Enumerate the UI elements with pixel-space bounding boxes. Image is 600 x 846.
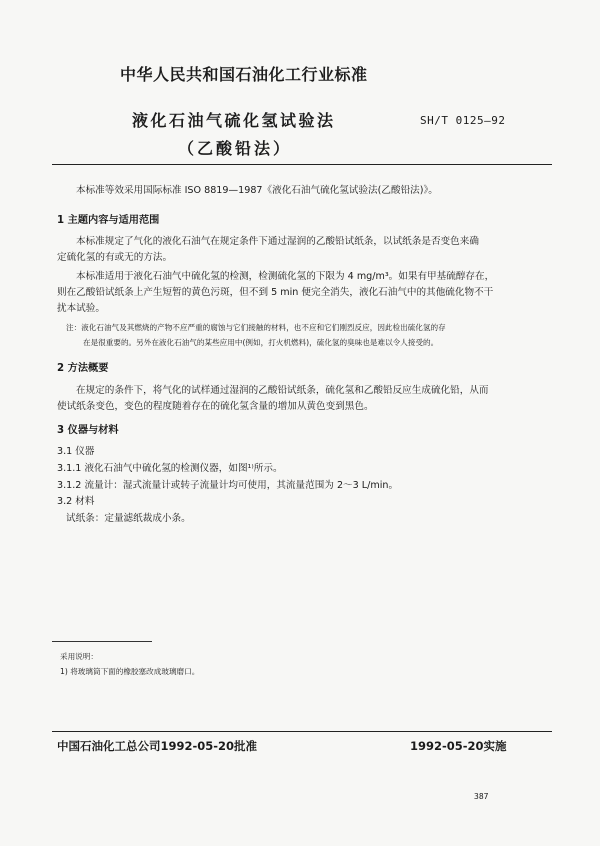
section-3-heading: 3 仪器与材料	[57, 425, 119, 436]
section-1-paragraph-1-line-1: 本标准规定了气化的液化石油气在规定条件下通过湿润的乙酸铅试纸条，以试纸条是否变色来确	[76, 236, 479, 247]
footnote-text: 1) 将玻璃筒下面的橡胶塞改成玻璃磨口。	[60, 667, 200, 676]
footnote-label: 采用说明：	[60, 652, 98, 661]
page-number: 387	[474, 792, 489, 801]
section-3-2-heading: 3.2 材料	[57, 496, 95, 507]
section-2-line-2: 使试纸条变色，变色的程度随着存在的硫化氢含量的增加从黄色变到黑色。	[57, 401, 374, 412]
footer-divider	[52, 731, 552, 732]
standard-code: SH/T 0125—92	[420, 114, 506, 127]
section-2-heading: 2 方法概要	[57, 363, 109, 374]
document-title: 液化石油气硫化氢试验法	[132, 111, 336, 130]
footnote-rule	[52, 641, 152, 642]
implementation-date: 1992-05-20实施	[410, 739, 507, 753]
section-3-1-heading: 3.1 仪器	[57, 446, 95, 457]
section-3-1-2-item: 3.1.2 流量计：湿式流量计或转子流量计均可使用，其流量范围为 2～3 L/min。	[57, 480, 399, 491]
approval-date: 中国石油化工总公司1992-05-20批准	[57, 739, 258, 753]
section-1-heading: 1 主题内容与适用范围	[57, 215, 160, 226]
section-2-line-1: 在规定的条件下，将气化的试样通过湿润的乙酸铅试纸条，硫化氢和乙酸铅反应生成硫化铅，从而	[76, 385, 489, 396]
section-1-note-line-2: 在是很重要的。另外在液化石油气的某些应用中(例如，打火机燃料)，硫化氢的臭味也是难以令人接受的。	[83, 338, 439, 347]
section-1-paragraph-1-line-2: 定硫化氢的有或无的方法。	[57, 252, 173, 263]
standard-category: 中华人民共和国石油化工行业标准	[120, 65, 368, 84]
intro-paragraph: 本标准等效采用国际标准 ISO 8819—1987《液化石油气硫化氢试验法(乙酸铅法)》。	[76, 185, 438, 196]
section-1-paragraph-2-line-2: 则在乙酸铅试纸条上产生短暂的黄色污斑，但不到 5 min 便完全消失，液化石油气中的其他硫化物不干	[57, 287, 494, 298]
section-3-2-text: 试纸条：定量滤纸裁成小条。	[66, 513, 191, 524]
section-3-1-1-item: 3.1.1 液化石油气中硫化氢的检测仪器，如图¹⁾所示。	[57, 463, 283, 474]
section-1-paragraph-2-line-3: 扰本试验。	[57, 303, 105, 314]
section-1-paragraph-2-line-1: 本标准适用于液化石油气中硫化氢的检测，检测硫化氢的下限为 4 mg/m³。如果有甲基硫醇存在，	[76, 271, 495, 282]
header-divider	[52, 164, 552, 165]
section-1-note-line-1: 注：液化石油气及其燃烧的产物不应严重的腐蚀与它们接触的材料，也不应和它们刚烈反应，因此检出硫化氢的存	[66, 323, 446, 332]
document-subtitle: （乙酸铅法）	[178, 139, 293, 158]
